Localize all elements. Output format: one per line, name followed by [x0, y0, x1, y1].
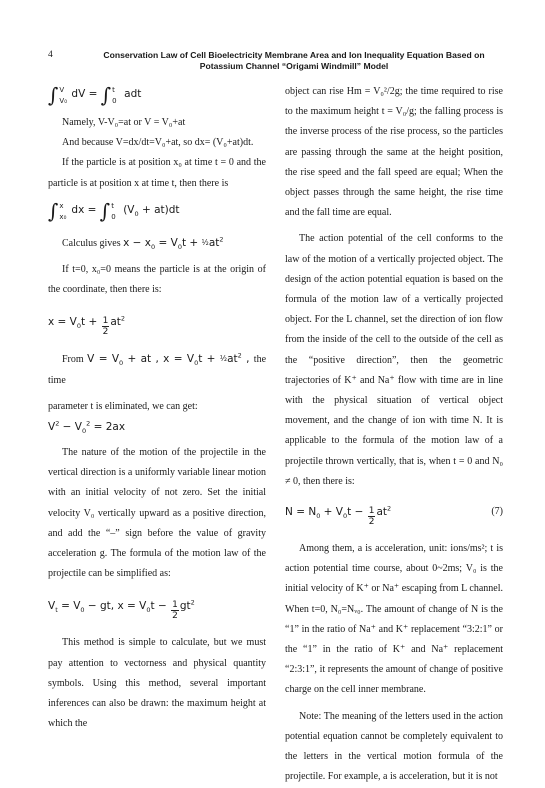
- equation-7: $N = N_0 + V_0t$ − $\frac{1}{2}$ $at^2$ (7): [285, 502, 503, 527]
- left-column: [48, 82, 266, 734]
- paragraph-among: Among them, a is acceleration, unit: ions/ms²; t is action potential time course, about 0~2ms; V₀ is the initial velocity of K⁺ or Na⁺ escaping from L channel. When t=0, N₀=Nᵥ₀. The amount of change of N is the “1” in the ratio of Na⁺ and K⁺ replacement “3:2:1” or the “1” in the ratio of K⁺ and Na⁺ replacement “2:3:1”, it represents the amount of change of positive charge on the cell inner membrane.: [285, 543, 503, 696]
- calculus-label: Calculus gives: [62, 237, 121, 249]
- paragraph-because: And because V=dx/dt=V₀+at, so dx= (V₀+at)dt.: [62, 137, 254, 149]
- paragraph-origin: If t=0, x₀=0 means the particle is at the origin of the coordinate, then there is:: [48, 264, 266, 296]
- equation-integral-displacement: ∫ x x₀ dx = ∫ t 0 $(V_0 + at)dt$: [48, 198, 180, 223]
- paragraph-nature: The nature of the motion of the projectile in the vertical direction is a uniformly variable linear motion with an initial velocity of not zero. Set the initial velocity V₀ vertically upward as a positive direction, and add the “–” sign before the value of gravity acceleration g. The formula of the motion law of the projectile can be simplified as:: [48, 447, 266, 580]
- paragraph-rise: object can rise Hm = V₀²/2g; the time required to rise to the maximum height t = V₀/g; the falling process is the inverse process of the rise process, so the particles are passing through the same at the height position, the rise speed and the fall speed are equal; When the object passes through the same height, the rise time and the fall time are equal.: [285, 86, 503, 219]
- equation-7-number: (7): [491, 506, 503, 518]
- paragraph-parameter: parameter t is eliminated, we can get:: [48, 400, 198, 412]
- page-header: [48, 50, 518, 78]
- paragraph-action-potential: The action potential of the cell conforms to the law of the motion of a vertically projected object. The design of the action potential equation is based on the formula of the motion law of a vertically projected object. For the L channel, set the direction of ion flow from the inside of the cell to the outside of the cell as the “positive direction”, then the geometric trajectories of K⁺ and Na⁺ flow with time are in line with the physical situation of vertical object movement, and the change of ion with time N. It is applicable to the formula of the motion law of a projectile thrown vertically, that is, when t = 0 and N₀ ≠ 0, then there is:: [285, 233, 503, 487]
- equation-from: $V = V_0$ + at , $x = V_0t$ + $\frac{1}{2}at^2$ ,: [87, 351, 254, 368]
- equation-calculus: $x - x_0 = V_0t$ + $\frac{1}{2}at^2$: [123, 235, 224, 251]
- running-title-line-1: Conservation Law of Cell Bioelectricity Membrane Area and Ion Inequality Equation Based on: [103, 50, 485, 60]
- equation-integral-velocity: ∫ V V₀ dV = ∫ t 0 adt: [48, 83, 142, 107]
- paragraph-position: If the particle is at position x₀ at time t = 0 and the particle is at position x at time t, then there is: [48, 157, 266, 189]
- paragraph-note: Note: The meaning of the letters used in the action potential equation cannot be completely equivalent to the letters in the vertical motion formula of the projectile. For example, a is acceleration, but it is not: [285, 710, 503, 783]
- from-label: From: [62, 354, 84, 366]
- right-column: [285, 82, 503, 788]
- running-title: [70, 50, 518, 72]
- equation-velocity-squared: $V^2 - V_0^2 = 2ax$: [48, 419, 126, 436]
- paragraph-namely: Namely, V-V₀=at or V = V₀+at: [62, 117, 186, 128]
- equation-displacement: $x = V_0t$ + $\frac{1}{2}$ $at^2$: [48, 314, 126, 338]
- paragraph-from: [48, 349, 266, 390]
- page-number: 4: [48, 50, 53, 60]
- running-title-line-2: Potassium Channel “Origami Windmill” Model: [199, 61, 389, 71]
- paragraph-calculus: [48, 233, 266, 254]
- paragraph-method: This method is simple to calculate, but we must pay attention to vectorness and physical quantity symbols. Using this method, several important inferences can also be drawn: the maximum height at which the: [48, 637, 266, 730]
- from-tail: the time: [48, 354, 267, 386]
- equation-projectile: $V_t = V_0$ − gt, $x = V_0t$ − $\frac{1}{2}$ $gt^2$: [48, 598, 195, 622]
